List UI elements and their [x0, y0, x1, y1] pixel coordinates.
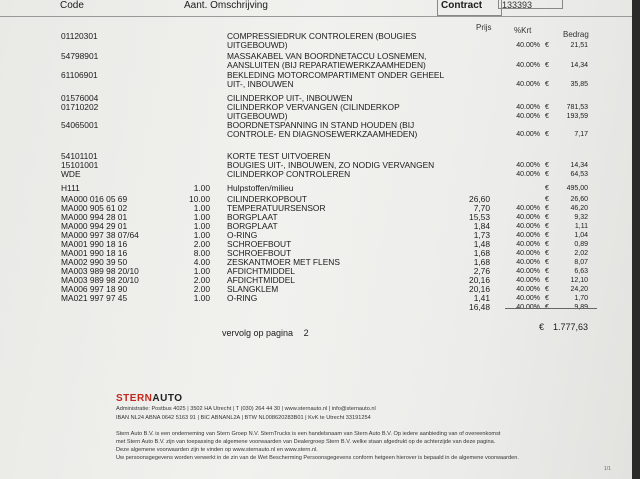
- cell-desc: BORGPLAAT: [227, 212, 278, 222]
- continuation-note: [222, 328, 309, 338]
- cell-desc: AANSLUITEN (BIJ REPARATIEWERKZAAMHEDEN): [227, 60, 426, 70]
- cell-pct: 40.00%: [516, 171, 540, 178]
- cell-eur: €: [545, 62, 549, 69]
- cell-amt: 14,34: [570, 162, 588, 169]
- table-row: [0, 61, 632, 70]
- cell-eur: €: [545, 295, 549, 302]
- cell-desc: CONTROLE- EN DIAGNOSEWERKZAAMHEDEN): [227, 129, 418, 139]
- cell-amt: 14,34: [570, 62, 588, 69]
- cell-code: H111: [61, 183, 80, 193]
- reference-number: 133393: [498, 0, 563, 9]
- code-header: Code: [60, 0, 84, 11]
- cell-qty: 1.00: [193, 293, 210, 303]
- cell-amt: 35,85: [570, 81, 588, 88]
- cell-code: 01710202: [61, 102, 99, 112]
- cell-desc: SCHROEFBOUT: [227, 239, 292, 249]
- cell-code: MA003 989 98 20/10: [61, 275, 139, 285]
- cell-qty: 1.00: [193, 203, 210, 213]
- cell-qty: 1.00: [193, 221, 210, 231]
- cell-price: 20,16: [469, 275, 490, 285]
- cell-code: MA006 997 18 90: [61, 284, 128, 294]
- legal-line-1: Stern Auto B.V. is een onderneming van Stern Groep N.V. SternTrucks is een handelsnaam van Stern Auto B.V. Op iedere aanbieding van of overeenkomst: [116, 431, 501, 437]
- cell-qty: 8.00: [193, 248, 210, 258]
- cell-qty: 1.00: [193, 212, 210, 222]
- cell-qty: 1.00: [193, 230, 210, 240]
- cell-amt: 193,59: [566, 113, 588, 120]
- table-row: [0, 41, 632, 50]
- cell-desc: MASSAKABEL VAN BOORDNETACCU LOSNEMEN,: [227, 51, 427, 61]
- cell-desc: BEKLEDING MOTORCOMPARTIMENT ONDER GEHEEL: [227, 70, 445, 80]
- cell-pct: 40.00%: [516, 250, 540, 257]
- cell-code: MA000 994 29 01: [61, 221, 128, 231]
- total-currency: €: [539, 322, 545, 332]
- prijs-header: Prijs: [476, 23, 492, 32]
- cell-qty: 10.00: [189, 194, 210, 204]
- cell-desc: UIT-, INBOUWEN: [227, 79, 294, 89]
- admin-line: Administratie: Postbus 4025 | 3502 HA Utrecht | T (030) 264 44 30 | www.sternauto.nl | info@sternauto.nl: [116, 406, 376, 412]
- cell-code: 54065001: [61, 120, 99, 130]
- cell-price: 2,76: [473, 266, 490, 276]
- cell-amt: 7,17: [574, 131, 588, 138]
- cell-amt: 495,00: [566, 185, 588, 192]
- cell-code: 01576004: [61, 93, 99, 103]
- cell-pct: 40.00%: [516, 113, 540, 120]
- cell-eur: €: [545, 232, 549, 239]
- cell-desc: CILINDERKOP CONTROLEREN: [227, 169, 351, 179]
- cell-amt: 1,70: [574, 295, 588, 302]
- cell-qty: 2.00: [193, 239, 210, 249]
- cell-pct: 40.00%: [516, 241, 540, 248]
- cell-amt: 46,20: [570, 205, 588, 212]
- cell-code: 15101001: [61, 160, 99, 170]
- logo-stern: STERN: [116, 393, 153, 404]
- cell-eur: €: [545, 81, 549, 88]
- cell-eur: €: [545, 205, 549, 212]
- cell-amt: 24,20: [570, 286, 588, 293]
- cell-desc: CILINDERKOP VERVANGEN (CILINDERKOP: [227, 102, 400, 112]
- cell-desc: UITGEBOUWD): [227, 40, 288, 50]
- vervolg-page: 2: [303, 328, 309, 338]
- cell-desc: O-RING: [227, 293, 258, 303]
- cell-desc: O-RING: [227, 230, 258, 240]
- cell-amt: 12,10: [570, 277, 588, 284]
- table-row: [0, 294, 632, 303]
- page-indicator: 1/1: [604, 466, 611, 472]
- cell-eur: €: [545, 214, 549, 221]
- legal-line-2: met Stern Auto B.V. zijn van toepassing de algemene voorwaarden van Dealergroep Stern B.V. welke staan afgedrukt op de achterzijde van deze pagina.: [116, 439, 496, 445]
- cell-price: 1,41: [473, 293, 490, 303]
- cell-price: 1,84: [473, 221, 490, 231]
- bedrag-header: Bedrag: [563, 30, 589, 39]
- cell-qty: 2.00: [193, 284, 210, 294]
- cell-desc: SLANGKLEM: [227, 284, 279, 294]
- cell-pct: 40.00%: [516, 277, 540, 284]
- cell-desc: CILINDERKOP UIT-, INBOUWEN: [227, 93, 353, 103]
- cell-eur: €: [545, 113, 549, 120]
- cell-code: 61106901: [61, 70, 98, 80]
- cell-eur: €: [545, 131, 549, 138]
- table-row: [0, 80, 632, 89]
- cell-desc: Hulpstoffen/milieu: [227, 183, 294, 193]
- total-amount: 1.777,63: [552, 322, 588, 332]
- cell-amt: 0,89: [574, 241, 588, 248]
- cell-price: 20,16: [469, 284, 490, 294]
- cell-desc: AFDICHTMIDDEL: [227, 266, 295, 276]
- cell-price: 26,60: [469, 194, 490, 204]
- cell-desc: COMPRESSIEDRUK CONTROLEREN (BOUGIES: [227, 31, 417, 41]
- contract-label: Contract: [437, 0, 502, 16]
- cell-pct: 40.00%: [516, 81, 540, 88]
- cell-code: MA001 990 18 16: [61, 248, 128, 258]
- cell-code: MA000 994 28 01: [61, 212, 128, 222]
- cell-eur: €: [545, 286, 549, 293]
- bank-line: IBAN NL24 ABNA 0642 5163 91 | BIC ABNANL2A | BTW NL008620283B01 | KvK te Utrecht 33191254: [116, 415, 371, 421]
- cell-pct: 40.00%: [516, 104, 540, 111]
- cell-pct: 40.00%: [516, 223, 540, 230]
- cell-eur: €: [545, 259, 549, 266]
- cell-price: 7,70: [473, 203, 490, 213]
- omschrijving-header: Aant. Omschrijving: [184, 0, 268, 11]
- cell-eur: €: [545, 185, 549, 192]
- cell-code: MA000 997 38 07/64: [61, 230, 139, 240]
- table-row: [0, 32, 632, 41]
- cell-amt: 2,02: [574, 250, 588, 257]
- cell-qty: 4.00: [193, 257, 210, 267]
- table-row: [0, 184, 632, 193]
- cell-qty: 2.00: [193, 275, 210, 285]
- cell-price: 1,73: [473, 230, 490, 240]
- cell-code: MA002 990 39 50: [61, 257, 128, 267]
- table-row: [0, 170, 632, 179]
- cell-eur: €: [545, 223, 549, 230]
- cell-desc: BOUGIES UIT-, INBOUWEN, ZO NODIG VERVANGEN: [227, 160, 435, 170]
- cell-eur: €: [545, 241, 549, 248]
- cell-code: 54101101: [61, 151, 98, 161]
- legal-line-4: Uw persoonsgegevens worden verwerkt in de zin van de Wet Bescherming Persoonsgegevens conform hetgeen hierover is bepaald in de algemene voorwaarden.: [116, 455, 519, 461]
- cell-pct: 40.00%: [516, 304, 540, 311]
- cell-eur: €: [545, 162, 549, 169]
- cell-pct: 40.00%: [516, 259, 540, 266]
- cell-desc: BOORDNETSPANNING IN STAND HOUDEN (BIJ: [227, 120, 415, 130]
- cell-amt: 8,07: [574, 259, 588, 266]
- cell-code: MA001 990 18 16: [61, 239, 128, 249]
- cell-code: MA000 905 61 02: [61, 203, 128, 213]
- cell-code: MA021 997 97 45: [61, 293, 128, 303]
- cell-code: 54798901: [61, 51, 99, 61]
- cell-price: 1,48: [473, 239, 490, 249]
- cell-eur: €: [545, 268, 549, 275]
- cell-amt: 64,53: [570, 171, 588, 178]
- cell-price: 16,48: [469, 302, 490, 312]
- cell-eur: €: [545, 104, 549, 111]
- cell-price: 1,68: [473, 248, 490, 258]
- cell-amt: 1,11: [574, 223, 588, 230]
- vervolg-label: vervolg op pagina: [222, 328, 294, 338]
- cell-eur: €: [545, 42, 549, 49]
- cell-desc: BORGPLAAT: [227, 221, 278, 231]
- cell-pct: 40.00%: [516, 286, 540, 293]
- krt-header: %Krt: [514, 26, 532, 35]
- cell-desc: ZESKANTMOER MET FLENS: [227, 257, 340, 267]
- cell-price: 1,68: [473, 257, 490, 267]
- cell-amt: 781,53: [566, 104, 588, 111]
- cell-desc: KORTE TEST UITVOEREN: [227, 151, 331, 161]
- cell-pct: 40.00%: [516, 205, 540, 212]
- table-row: [0, 103, 632, 112]
- cell-pct: 40.00%: [516, 62, 540, 69]
- cell-amt: 9,89: [574, 304, 588, 311]
- table-row: [0, 130, 632, 139]
- cell-pct: 40.00%: [516, 214, 540, 221]
- cell-amt: 21,51: [570, 42, 588, 49]
- cell-pct: 40.00%: [516, 162, 540, 169]
- cell-qty: 1.00: [193, 266, 210, 276]
- cell-eur: €: [545, 277, 549, 284]
- cell-desc: UITGEBOUWD): [227, 111, 288, 121]
- table-row: [0, 71, 632, 80]
- cell-desc: AFDICHTMIDDEL: [227, 275, 295, 285]
- cell-amt: 6,63: [574, 268, 588, 275]
- cell-pct: 40.00%: [516, 295, 540, 302]
- cell-code: MA000 016 05 69: [61, 194, 128, 204]
- cell-code: 01120301: [61, 31, 98, 41]
- legal-line-3: Deze algemene voorwaarden zijn te vinden op www.sternauto.nl en www.stern.nl.: [116, 447, 318, 453]
- total-divider: [505, 308, 597, 309]
- cell-pct: 40.00%: [516, 232, 540, 239]
- cell-pct: 40.00%: [516, 42, 540, 49]
- logo-auto: AUTO: [152, 393, 183, 404]
- cell-code: WDE: [61, 169, 81, 179]
- cell-amt: 26,60: [570, 196, 588, 203]
- cell-desc: SCHROEFBOUT: [227, 248, 292, 258]
- cell-desc: TEMPERATUURSENSOR: [227, 203, 326, 213]
- cell-pct: 40.00%: [516, 131, 540, 138]
- cell-pct: 40.00%: [516, 268, 540, 275]
- cell-code: MA003 989 98 20/10: [61, 266, 139, 276]
- cell-eur: €: [545, 250, 549, 257]
- cell-price: 15,53: [469, 212, 490, 222]
- stern-logo: [116, 393, 183, 404]
- cell-desc: CILINDERKOPBOUT: [227, 194, 308, 204]
- cell-eur: €: [545, 304, 549, 311]
- cell-eur: €: [545, 196, 549, 203]
- cell-qty: 1.00: [193, 183, 210, 193]
- cell-amt: 9,32: [574, 214, 588, 221]
- cell-amt: 1,04: [574, 232, 588, 239]
- cell-eur: €: [545, 171, 549, 178]
